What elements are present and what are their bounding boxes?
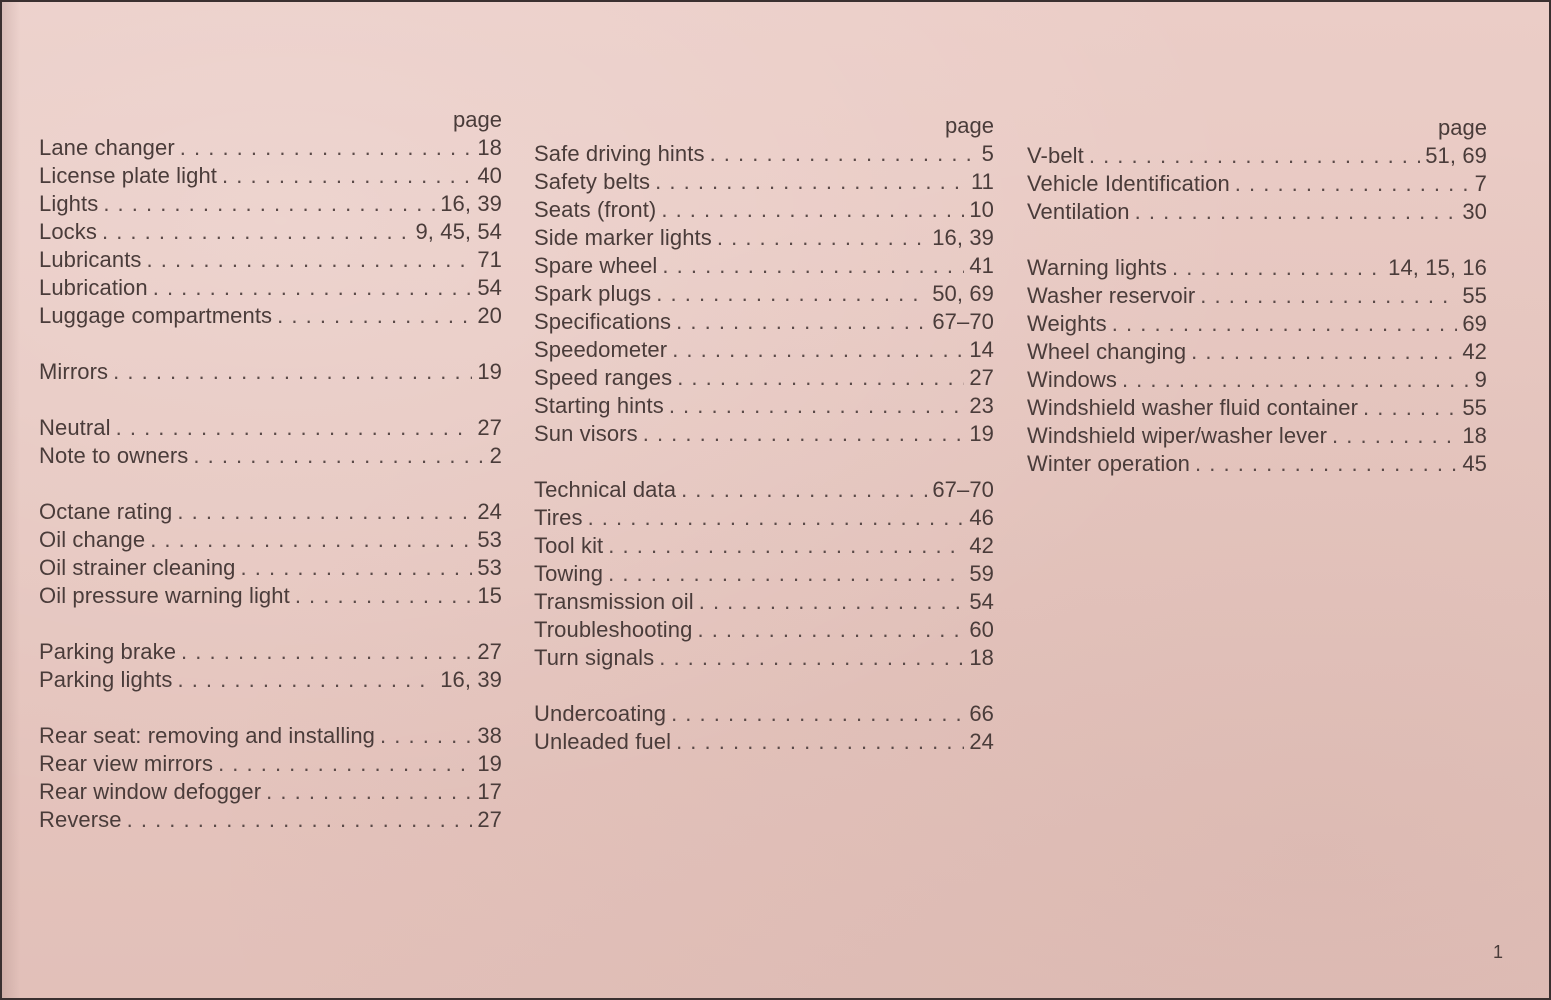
section-gap [39, 610, 502, 638]
index-entry [1027, 254, 1487, 282]
index-entry [1027, 366, 1487, 394]
dot-leader [1200, 282, 1457, 310]
page-column-heading: page [945, 113, 994, 138]
index-entry [39, 498, 502, 526]
index-page-number: 7 [1474, 171, 1487, 196]
dot-leader [1195, 450, 1457, 478]
index-term: Locks [39, 219, 97, 244]
index-entry [534, 308, 994, 336]
dot-leader [1112, 310, 1458, 338]
dot-leader [1172, 254, 1383, 282]
dot-leader [697, 616, 964, 644]
index-entry [534, 224, 994, 252]
index-entry [39, 778, 502, 806]
dot-leader [241, 554, 473, 582]
index-page-number: 55 [1462, 283, 1487, 308]
index-entry [39, 246, 502, 274]
index-page-number: 19 [477, 359, 502, 384]
section-gap [39, 470, 502, 498]
index-entry [534, 196, 994, 224]
index-term: Starting hints [534, 393, 664, 418]
index-term: Seats (front) [534, 197, 657, 222]
index-page-number: 10 [969, 197, 994, 222]
page-column-heading: page [1438, 115, 1487, 140]
dot-leader [116, 414, 473, 442]
dot-leader [102, 218, 410, 246]
index-page-number: 5 [981, 141, 994, 166]
index-term: Lubrication [39, 275, 148, 300]
index-column-3 [1027, 116, 1487, 478]
index-entry [39, 554, 502, 582]
dot-leader [1332, 422, 1457, 450]
dot-leader [1235, 170, 1470, 198]
index-page-number: 42 [1462, 339, 1487, 364]
index-entry [39, 358, 502, 386]
index-entry [39, 218, 502, 246]
index-page-number: 15 [477, 583, 502, 608]
index-entry [1027, 142, 1487, 170]
index-term: Wheel changing [1027, 339, 1187, 364]
dot-leader [1089, 142, 1420, 170]
index-term: Lubricants [39, 247, 142, 272]
index-term: Lights [39, 191, 99, 216]
index-entry [534, 504, 994, 532]
index-entry [534, 616, 994, 644]
index-term: Safety belts [534, 169, 651, 194]
dot-leader [150, 526, 472, 554]
index-term: Winter operation [1027, 451, 1191, 476]
index-page-number: 46 [969, 505, 994, 530]
index-entry [39, 526, 502, 554]
dot-leader [295, 582, 473, 610]
index-entry [1027, 170, 1487, 198]
index-term: Rear seat: removing and installing [39, 723, 376, 748]
index-entries [39, 134, 502, 834]
index-entries [1027, 142, 1487, 478]
dot-leader [177, 666, 435, 694]
index-column-2 [534, 114, 994, 756]
index-term: Weights [1027, 311, 1107, 336]
dot-leader [193, 442, 484, 470]
dot-leader [662, 252, 964, 280]
dot-leader [608, 560, 964, 588]
index-term: Lane changer [39, 135, 175, 160]
index-page-number: 50, 69 [932, 281, 994, 306]
dot-leader [669, 392, 965, 420]
index-page-number: 45 [1462, 451, 1487, 476]
index-term: Oil strainer cleaning [39, 555, 236, 580]
index-page-number: 40 [477, 163, 502, 188]
dot-leader [608, 532, 964, 560]
dot-leader [671, 700, 964, 728]
index-page-number: 53 [477, 527, 502, 552]
dot-leader [659, 644, 964, 672]
index-term: Warning lights [1027, 255, 1167, 280]
index-term: License plate light [39, 163, 218, 188]
index-term: Unleaded fuel [534, 729, 672, 754]
dot-leader [277, 302, 472, 330]
index-entry [39, 162, 502, 190]
index-page-number: 54 [477, 275, 502, 300]
dot-leader [266, 778, 472, 806]
index-page-number: 16, 39 [932, 225, 994, 250]
page-column-heading: page [453, 107, 502, 132]
dot-leader [153, 274, 473, 302]
index-entry [39, 582, 502, 610]
index-page-number: 30 [1462, 199, 1487, 224]
index-entry [39, 442, 502, 470]
index-term: Ventilation [1027, 199, 1130, 224]
index-page-number: 17 [477, 779, 502, 804]
index-page-number: 14 [969, 337, 994, 362]
index-page-number: 66 [969, 701, 994, 726]
dot-leader [181, 638, 472, 666]
index-page-number: 27 [477, 807, 502, 832]
index-term: Turn signals [534, 645, 655, 670]
dot-leader [113, 358, 472, 386]
index-page-number: 27 [477, 639, 502, 664]
dot-leader [380, 722, 472, 750]
index-entry [39, 666, 502, 694]
index-entry [534, 420, 994, 448]
index-term: Troubleshooting [534, 617, 693, 642]
index-term: Windshield wiper/washer lever [1027, 423, 1328, 448]
index-page-number: 19 [969, 421, 994, 446]
dot-leader [699, 588, 965, 616]
index-term: V-belt [1027, 143, 1084, 168]
dot-leader [177, 498, 472, 526]
index-page-number: 20 [477, 303, 502, 328]
index-term: Spare wheel [534, 253, 658, 278]
dot-leader [147, 246, 473, 274]
index-page-number: 67–70 [932, 309, 994, 334]
index-term: Octane rating [39, 499, 173, 524]
index-page-number: 38 [477, 723, 502, 748]
index-term: Tool kit [534, 533, 604, 558]
index-term: Speed ranges [534, 365, 673, 390]
index-entry [534, 280, 994, 308]
dot-leader [1122, 366, 1470, 394]
dot-leader [710, 140, 977, 168]
index-page-number: 24 [477, 499, 502, 524]
index-term: Parking brake [39, 639, 177, 664]
index-page-number: 16, 39 [440, 667, 502, 692]
index-term: Neutral [39, 415, 111, 440]
index-entry [39, 750, 502, 778]
index-entry [1027, 450, 1487, 478]
dot-leader [1363, 394, 1457, 422]
index-page-number: 42 [969, 533, 994, 558]
index-entry [39, 806, 502, 834]
index-entry [534, 532, 994, 560]
index-term: Safe driving hints [534, 141, 705, 166]
index-term: Side marker lights [534, 225, 712, 250]
index-entry [1027, 394, 1487, 422]
dot-leader [103, 190, 435, 218]
section-gap [39, 330, 502, 358]
index-entry [534, 560, 994, 588]
index-page-number: 53 [477, 555, 502, 580]
index-entry [39, 134, 502, 162]
index-term: Technical data [534, 477, 677, 502]
index-term: Sun visors [534, 421, 638, 446]
dot-leader [180, 134, 473, 162]
index-entry [1027, 338, 1487, 366]
index-term: Windshield washer fluid container [1027, 395, 1359, 420]
index-page-number: 51, 69 [1425, 143, 1487, 168]
index-entry [534, 364, 994, 392]
index-entry [1027, 198, 1487, 226]
index-entry [534, 700, 994, 728]
dot-leader [1135, 198, 1458, 226]
index-entry [1027, 282, 1487, 310]
index-entry [534, 728, 994, 756]
index-page-number: 9, 45, 54 [415, 219, 502, 244]
index-term: Mirrors [39, 359, 109, 384]
index-entry [534, 336, 994, 364]
index-page-number: 18 [477, 135, 502, 160]
index-page-number: 23 [969, 393, 994, 418]
index-entry [39, 190, 502, 218]
index-entry [39, 638, 502, 666]
index-entry [534, 392, 994, 420]
dot-leader [717, 224, 927, 252]
index-term: Specifications [534, 309, 672, 334]
dot-leader [676, 308, 927, 336]
index-page-number: 11 [970, 169, 994, 194]
index-term: Tires [534, 505, 583, 530]
index-entry [534, 476, 994, 504]
index-page-number: 69 [1462, 311, 1487, 336]
dot-leader [218, 750, 472, 778]
dot-leader [1191, 338, 1457, 366]
dot-leader [655, 168, 966, 196]
dot-leader [661, 196, 964, 224]
dot-leader [643, 420, 965, 448]
dot-leader [127, 806, 473, 834]
dot-leader [222, 162, 472, 190]
index-page-number: 16, 39 [440, 191, 502, 216]
index-page-number: 71 [477, 247, 502, 272]
index-term: Undercoating [534, 701, 667, 726]
index-page-number: 27 [969, 365, 994, 390]
index-term: Oil change [39, 527, 146, 552]
dot-leader [677, 364, 964, 392]
index-entry [1027, 310, 1487, 338]
index-term: Transmission oil [534, 589, 694, 614]
index-page-number: 2 [489, 443, 502, 468]
index-term: Parking lights [39, 667, 173, 692]
index-entries [534, 140, 994, 756]
index-term: Speedometer [534, 337, 668, 362]
index-page-number: 55 [1462, 395, 1487, 420]
index-page-number: 59 [969, 561, 994, 586]
index-entry [39, 302, 502, 330]
section-gap [534, 448, 994, 476]
index-entry [39, 414, 502, 442]
index-entry [534, 644, 994, 672]
dot-leader [588, 504, 965, 532]
index-page-number: 67–70 [932, 477, 994, 502]
index-entry [39, 274, 502, 302]
index-entry [1027, 422, 1487, 450]
index-term: Note to owners [39, 443, 189, 468]
index-term: Rear window defogger [39, 779, 262, 804]
section-gap [39, 694, 502, 722]
index-entry [39, 722, 502, 750]
index-entry [534, 252, 994, 280]
page-number: 1 [1492, 942, 1503, 962]
index-page-number: 14, 15, 16 [1388, 255, 1487, 280]
index-page-number: 41 [969, 253, 994, 278]
index-page-number: 54 [969, 589, 994, 614]
index-term: Windows [1027, 367, 1117, 392]
index-column-1 [39, 108, 502, 834]
dot-leader [656, 280, 927, 308]
index-page-number: 24 [969, 729, 994, 754]
index-page-number: 18 [1462, 423, 1487, 448]
section-gap [1027, 226, 1487, 254]
index-entry [534, 140, 994, 168]
index-term: Oil pressure warning light [39, 583, 290, 608]
index-page-number: 60 [969, 617, 994, 642]
index-term: Spark plugs [534, 281, 652, 306]
index-entry [534, 168, 994, 196]
index-page-number: 19 [477, 751, 502, 776]
index-term: Washer reservoir [1027, 283, 1196, 308]
dot-leader [676, 728, 964, 756]
index-page-number: 18 [969, 645, 994, 670]
section-gap [534, 672, 994, 700]
index-term: Vehicle Identification [1027, 171, 1230, 196]
index-term: Rear view mirrors [39, 751, 214, 776]
index-term: Luggage compartments [39, 303, 273, 328]
dot-leader [681, 476, 927, 504]
dot-leader [672, 336, 964, 364]
section-gap [39, 386, 502, 414]
index-term: Towing [534, 561, 604, 586]
page-binding-shadow [2, 2, 20, 998]
index-page-number: 27 [477, 415, 502, 440]
index-entry [534, 588, 994, 616]
index-term: Reverse [39, 807, 122, 832]
index-page-number: 9 [1474, 367, 1487, 392]
